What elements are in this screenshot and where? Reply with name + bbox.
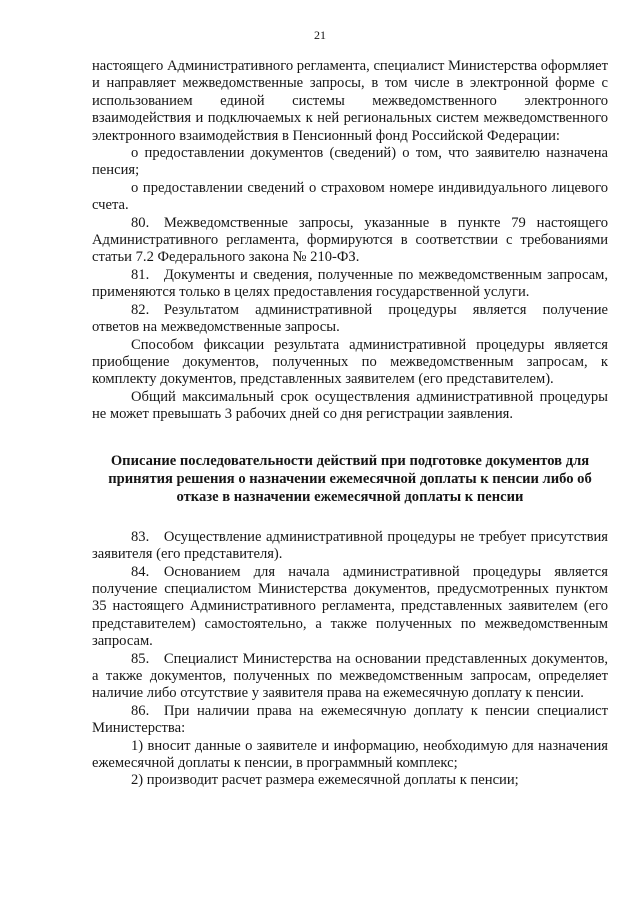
paragraph-80: 80. Межведомственные запросы, указанные в пункте 79 настоящего Административного регламента, формируются в соответствии с требованиями статьи 7.2 Федерального закона № 210-ФЗ. (92, 214, 608, 266)
paragraph: Общий максимальный срок осуществления административной процедуры не может превышать 3 рабочих дней со дня регистрации заявления. (92, 388, 608, 423)
section-heading: Описание последовательности действий при подготовке документов для принятия решения о назначении ежемесячной доплаты к пенсии либо об отказе в назначении ежемесячной доплаты к пенсии (108, 452, 592, 506)
paragraph-81: 81. Документы и сведения, полученные по межведомственным запросам, применяются только в целях предоставления государственной услуги. (92, 266, 608, 301)
list-item: о предоставлении документов (сведений) о том, что заявителю назначена пенсия; (92, 145, 608, 179)
paragraph-82: 82. Результатом административной процедуры является получение ответов на межведомственные запросы. (92, 301, 608, 336)
list-item: 2) производит расчет размера ежемесячной доплаты к пенсии; (131, 772, 519, 789)
paragraph-85: 85. Специалист Министерства на основании представленных документов, а также документов, полученных по межведомственным запросам, определяет наличие либо отсутствие у заявителя права на ежемесячную доплату к пенсии. (92, 650, 608, 702)
paragraph: Способом фиксации результата административной процедуры является приобщение документов, полученных по межведомственным запросам, к комплекту документов, представленных заявителем (его представителем). (92, 336, 608, 388)
list-item: 1) вносит данные о заявителе и информацию, необходимую для назначения ежемесячной доплаты к пенсии, в программный комплекс; (92, 737, 608, 772)
paragraph-86: 86. При наличии права на ежемесячную доплату к пенсии специалист Министерства: (92, 702, 608, 737)
paragraph-84: 84. Основанием для начала административной процедуры является получение специалистом Министерства документов, предусмотренных пунктом 35 настоящего Административного регламента, представленных заявителем (его представителем) самостоятельно, а также полученных по межведомственным запросам. (92, 563, 608, 650)
paragraph-continuation: настоящего Административного регламента, специалист Министерства оформляет и направляет межведомственные запросы, в том числе в электронной форме с использованием единой системы межведомственного электронного взаимодействия и подключаемых к ней региональных систем межведомственного электронного взаимодействия в Пенсионный фонд Российской Федерации: (92, 58, 608, 144)
paragraph-83: 83. Осуществление административной процедуры не требует присутствия заявителя (его представителя). (92, 528, 608, 563)
list-item: о предоставлении сведений о страховом номере индивидуального лицевого счета. (92, 179, 608, 214)
document-body (92, 58, 608, 790)
page-number: 21 (314, 28, 326, 42)
